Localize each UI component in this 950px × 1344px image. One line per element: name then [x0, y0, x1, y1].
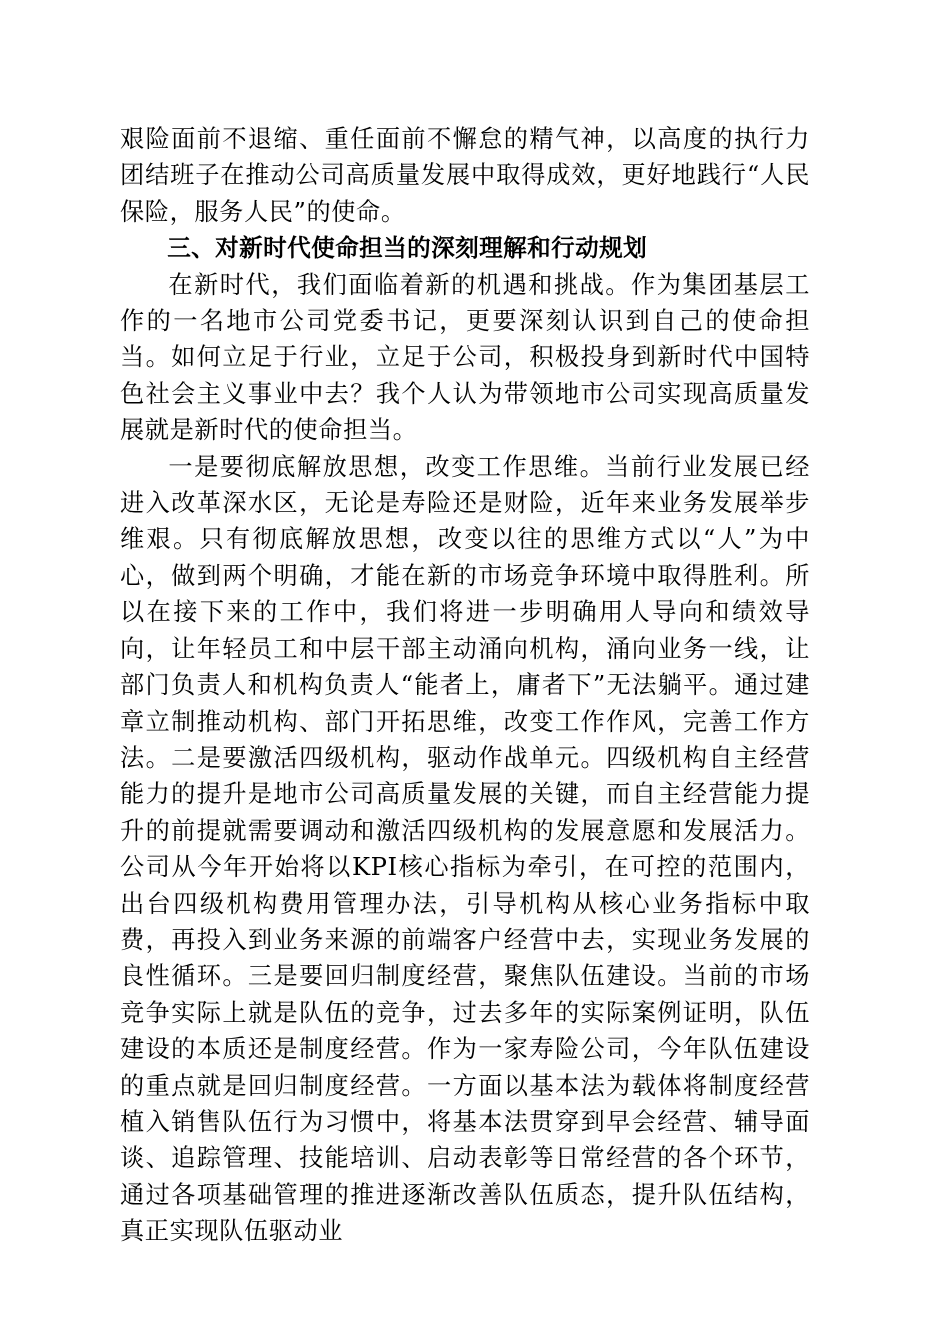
paragraph-new-era: 在新时代，我们面临着新的机遇和挑战。作为集团基层工作的一名地市公司党委书记，更要深刻认识到自己的使命担当。如何立足于行业，立足于公司，积极投身到新时代中国特色社会主义事业中去？我个人认为带领地市公司实现高质量发展就是新时代的使命担当。	[120, 270, 810, 445]
paragraph-action-plan: 一是要彻底解放思想，改变工作思维。当前行业发展已经进入改革深水区，无论是寿险还是财险，近年来业务发展举步维艰。只有彻底解放思想，改变以往的思维方式以“人”为中心，做到两个明确，才能在新的市场竞争环境中取得胜利。所以在接下来的工作中，我们将进一步明确用人导向和绩效导向，让年轻员工和中层干部主动涌向机构，涌向业务一线，让部门负责人和机构负责人“能者上，庸者下”无法躺平。通过建章立制推动机构、部门开拓思维，改变工作作风，完善工作方法。二是要激活四级机构，驱动作战单元。四级机构自主经营能力的提升是地市公司高质量发展的关键，而自主经营能力提升的前提就需要调动和激活四级机构的发展意愿和发展活力。公司从今年开始将以KPI核心指标为牵引，在可控的范围内，出台四级机构费用管理办法，引导机构从核心业务指标中取费，再投入到业务来源的前端客户经营中去，实现业务发展的良性循环。三是要回归制度经营，聚焦队伍建设。当前的市场竞争实际上就是队伍的竞争，过去多年的实际案例证明，队伍建设的本质还是制度经营。作为一家寿险公司，今年队伍建设的重点就是回归制度经营。一方面以基本法为载体将制度经营植入销售队伍行为习惯中，将基本法贯穿到早会经营、辅导面谈、追踪管理、技能培训、启动表彰等日常经营的各个环节，通过各项基础管理的推进逐渐改善队伍质态，提升队伍结构，真正实现队伍驱动业	[120, 452, 810, 1246]
document-body	[120, 121, 810, 1250]
section-heading: 三、对新时代使命担当的深刻理解和行动规划	[167, 234, 648, 263]
paragraph-continuation: 艰险面前不退缩、重任面前不懈怠的精气神，以高度的执行力团结班子在推动公司高质量发展中取得成效，更好地践行“人民保险，服务人民”的使命。	[120, 125, 810, 226]
